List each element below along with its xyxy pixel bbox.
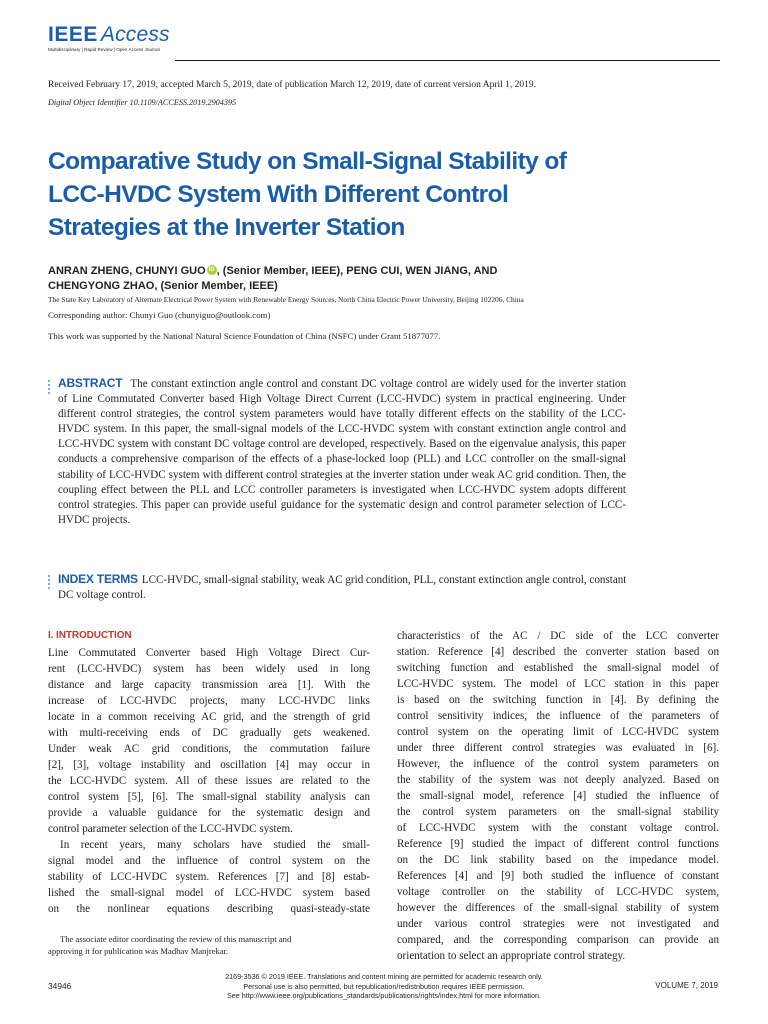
body-line: of LCC-HVDC system with the constant voltage control. xyxy=(397,822,719,834)
index-terms-label: INDEX TERMS xyxy=(58,572,138,586)
license-notice xyxy=(150,972,618,1001)
license-line: 2169-3536 © 2019 IEEE. Translations and content mining are permitted for academic research only. xyxy=(225,972,543,981)
body-line: control system on the operating limit of LCC-HVDC system xyxy=(397,726,719,738)
body-line: switching function and established the small-signal model of xyxy=(397,662,719,674)
license-line[interactable]: See http://www.ieee.org/publications_standards/publications/rights/index.html for more information. xyxy=(226,991,542,1001)
body-line: provide a valuable guidance for the systematic design and xyxy=(48,807,370,819)
page-number: 34946 xyxy=(48,981,72,991)
body-line: However, the influence of the control system parameters on xyxy=(397,758,719,770)
received-dates: Received February 17, 2019, accepted March 5, 2019, date of publication March 12, 2019, date of current version April 1, 2019. xyxy=(48,80,537,90)
index-terms xyxy=(58,572,628,603)
authors-part: ANRAN ZHENG, CHUNYI GUO xyxy=(48,265,206,277)
body-line: orientation to select an appropriate control strategy. xyxy=(397,950,626,962)
body-line: distance and large capacity transmission area [1]. With the xyxy=(48,679,370,691)
abstract xyxy=(58,376,626,528)
affiliation: The State Key Laboratory of Alternate Electrical Power System with Renewable Energy Sources, North China Electric Power University, Beijing 102206, China xyxy=(48,295,524,304)
body-line: on the DC link stability based on the impedance model. xyxy=(397,854,719,866)
paper-title xyxy=(48,145,648,244)
author-list xyxy=(48,264,628,294)
index-terms-text: LCC-HVDC, small-signal stability, weak AC grid condition, PLL, constant extinction angle control, constant DC voltage control. xyxy=(58,574,627,602)
body-line: control parameter selection of the LCC-HVDC system. xyxy=(48,823,293,835)
title-line: Comparative Study on Small-Signal Stability of xyxy=(48,148,567,175)
abstract-label: ABSTRACT xyxy=(58,376,123,390)
section-heading: I. INTRODUCTION xyxy=(48,630,132,641)
body-line: LCC-HVDC system. The model of LCC station in this paper xyxy=(397,678,719,690)
body-line: station. Reference [4] described the converter station based on xyxy=(397,646,719,658)
license-line: Personal use is also permitted, but republication/redistribution requires IEEE permission. xyxy=(243,981,525,991)
body-line: rent (LCC-HVDC) system has been widely used in long xyxy=(48,663,370,675)
title-line: LCC-HVDC System With Different Control xyxy=(48,181,509,208)
funding-note: This work was supported by the National Natural Science Foundation of China (NSFC) under Grant 51877077. xyxy=(48,331,441,341)
body-line: the small-signal model, reference [4] studied the influence of xyxy=(397,790,719,802)
body-line: under various control strategies were not investigated and xyxy=(397,918,719,930)
body-line: increase of LCC-HVDC projects, many LCC-HVDC links xyxy=(48,695,370,707)
corresponding-author[interactable]: Corresponding author: Chunyi Guo (chunyiguo@outlook.com) xyxy=(48,310,271,320)
body-line: compared, and the corresponding comparison can provide an xyxy=(397,934,719,946)
body-line: voltage controller on the stability of LCC-HVDC system, xyxy=(397,886,719,898)
body-column-right xyxy=(397,628,719,964)
body-line: on the nonlinear equations describing quasi-steady-state xyxy=(48,903,370,915)
footnote-line: approving it for publication was Madhav Manjrekar. xyxy=(48,945,229,956)
body-line: under three different control strategies was evaluated in [6]. xyxy=(397,742,719,754)
body-line: Line Commutated Converter based High Voltage Direct Cur- xyxy=(48,647,370,659)
body-line: Under weak AC grid conditions, the commutation failure xyxy=(48,743,370,755)
author-line: CHENGYONG ZHAO, (Senior Member, IEEE) xyxy=(48,280,278,292)
body-line: the control system parameters on the small-signal stability xyxy=(397,806,719,818)
body-line: the stability of the system was not deeply analyzed. Based on xyxy=(397,774,719,786)
logo-access: Access xyxy=(100,23,170,46)
orcid-icon[interactable]: iD xyxy=(208,267,215,273)
logo-wordmark xyxy=(48,24,170,46)
body-line: with multi-receiving ends of DC gradually gets weakened. xyxy=(48,727,370,739)
body-line: lished the small-signal model of LCC-HVDC system based xyxy=(48,887,370,899)
footnote-line: The associate editor coordinating the review of this manuscript and xyxy=(60,934,292,944)
body-column-left xyxy=(48,645,370,917)
body-line: control sensitivity indices, the influence of the parameters of xyxy=(397,710,719,722)
body-line: characteristics of the AC / DC side of the LCC converter xyxy=(397,630,719,642)
body-line: Reference [9] studied the impact of different control functions xyxy=(397,838,719,850)
body-line: control system [5], [6]. The small-signal stability analysis can xyxy=(48,791,370,803)
body-line: [2], [3], voltage instability and oscillation [4] may occur in xyxy=(48,759,370,771)
body-line: however the differences of the small-signal stability of system xyxy=(397,902,719,914)
logo-ieee: IEEE xyxy=(48,23,98,46)
body-line: stability of LCC-HVDC system. References [7] and [8] estab- xyxy=(48,871,370,883)
body-line: locate in a common receiving AC grid, and the strength of grid xyxy=(48,711,370,723)
editor-footnote xyxy=(48,934,370,957)
volume-label: VOLUME 7, 2019 xyxy=(655,981,718,990)
abstract-text: The constant extinction angle control and constant DC voltage control are widely used for the inverter station of Line Commutated Converter based High Voltage Direct Current (LCC-HVDC) system in practical engineering. Under different control strategies, the control system parameters would have totally different effects on the stability of the LCC-HVDC system. In this paper, the small-signal models of the LCC-HVDC system with constant extinction angle control and LCC-HVDC system with constant DC voltage control are developed, respectively. Based on the eigenvalue analysis, this paper conducts a comprehensive comparison of the effects of a phase-locked loop (PLL) and LCC controller on the small-signal stability of LCC-HVDC system with different control strategies at the inverter station under weak AC grid condition. Then, the coupling effect between the PLL and LCC controller parameters is investigated when LCC-HVDC system adopts different control strategies. This paper can provide useful guidance for the systematic design and control parameter selection of LCC-HVDC projects. xyxy=(58,378,626,526)
logo-tagline: Multidisciplinary | Rapid Review | Open Access Journal xyxy=(48,47,160,52)
abstract-marker-icon xyxy=(48,380,51,396)
body-line: signal model and the influence of control system on the xyxy=(48,855,370,867)
authors-part: , (Senior Member, IEEE), PENG CUI, WEN JIANG, AND xyxy=(216,265,498,277)
body-line: References [4] and [9] both studied the influence of constant xyxy=(397,870,719,882)
author-line xyxy=(48,264,628,279)
title-line: Strategies at the Inverter Station xyxy=(48,214,405,241)
body-line: is based on the switching function in [4]. By defining the xyxy=(397,694,719,706)
doi-line: Digital Object Identifier 10.1109/ACCESS.2019.2904395 xyxy=(48,98,237,107)
body-line: In recent years, many scholars have studied the small- xyxy=(60,839,370,851)
journal-logo xyxy=(48,24,170,56)
body-line: the LCC-HVDC system. All of these issues are related to the xyxy=(48,775,370,787)
header-rule xyxy=(175,60,720,61)
index-terms-marker-icon xyxy=(48,575,51,591)
